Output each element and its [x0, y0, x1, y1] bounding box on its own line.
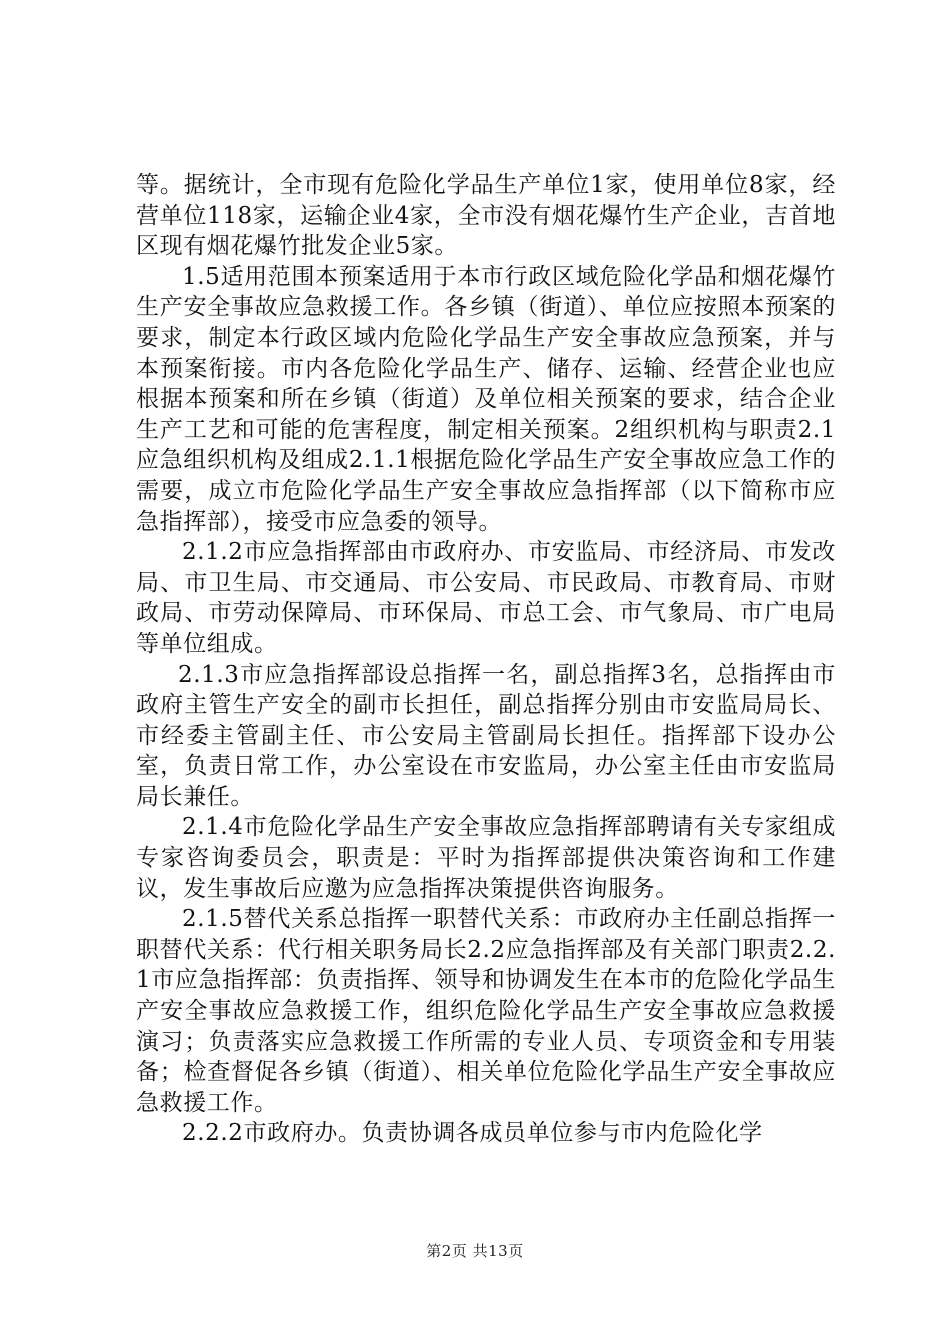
paragraph-5: 2.1.4市危险化学品生产安全事故应急指挥部聘请有关专家组成专家咨询委员会，职责是：平时为指挥部提供决策咨询和工作建议，发生事故后应邀为应急指挥决策提供咨询服务。: [136, 814, 836, 902]
page-number-footer: 第2页 共13页: [426, 1242, 524, 1260]
paragraph-1: 等。据统计，全市现有危险化学品生产单位1家，使用单位8家，经营单位118家，运输企业4家，全市没有烟花爆竹生产企业，吉首地区现有烟花爆竹批发企业5家。: [136, 172, 836, 260]
paragraph-3: 2.1.2市应急指挥部由市政府办、市安监局、市经济局、市发改局、市卫生局、市交通局、市公安局、市民政局、市教育局、市财政局、市劳动保障局、市环保局、市总工会、市气象局、市广电局等单位组成。: [136, 539, 836, 657]
paragraph-4: 2.1.3市应急指挥部设总指挥一名，副总指挥3名，总指挥由市政府主管生产安全的副市长担任，副总指挥分别由市安监局局长、市经委主管副主任、市公安局主管副局长担任。指挥部下设办公室，负责日常工作，办公室设在市安监局，办公室主任由市安监局局长兼任。: [136, 661, 836, 810]
document-body: [136, 170, 836, 1149]
paragraph-6: 2.1.5替代关系总指挥一职替代关系：市政府办主任副总指挥一职替代关系：代行相关职务局长2.2应急指挥部及有关部门职责2.2.1市应急指挥部：负责指挥、领导和协调发生在本市的危险化学品生产安全事故应急救援工作，组织危险化学品生产安全事故应急救援演习；负责落实应急救援工作所需的专业人员、专项资金和专用装备；检查督促各乡镇（街道）、相关单位危险化学品生产安全事故应急救援工作。: [136, 906, 836, 1116]
paragraph-2: 1.5适用范围本预案适用于本市行政区域危险化学品和烟花爆竹生产安全事故应急救援工作。各乡镇（街道）、单位应按照本预案的要求，制定本行政区域内危险化学品生产安全事故应急预案，并与本预案衔接。市内各危险化学品生产、储存、运输、经营企业也应根据本预案和所在乡镇（街道）及单位相关预案的要求，结合企业生产工艺和可能的危害程度，制定相关预案。2组织机构与职责2.1应急组织机构及组成2.1.1根据危险化学品生产安全事故应急工作的需要，成立市危险化学品生产安全事故应急指挥部（以下简称市应急指挥部），接受市应急委的领导。: [136, 263, 836, 535]
paragraph-7: 2.2.2市政府办。负责协调各成员单位参与市内危险化学: [182, 1120, 763, 1147]
